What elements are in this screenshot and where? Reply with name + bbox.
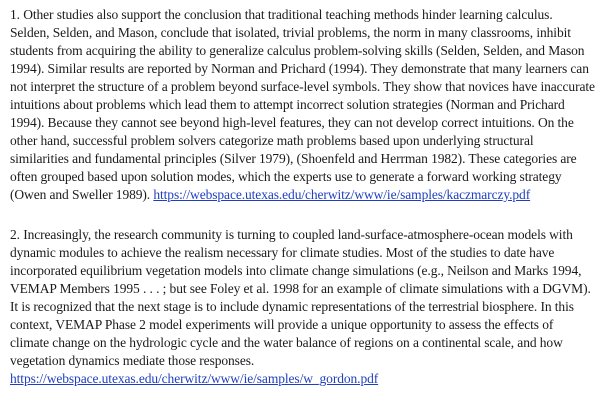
- paragraph-1: [10, 6, 595, 204]
- paragraph-1-text: 1. Other studies also support the conclusion that traditional teaching methods hinder learning calculus. Selden, Selden, and Mason, conclude that isolated, trivial problems, the norm in many classrooms, inhibit students from acquiring the ability to generalize calculus problem-solving skills (Selden, Selden, and Mason 1994). Similar results are reported by Norman and Prichard (1994). They demonstrate that many learners can not interpret the structure of a problem beyond surface-level symbols. They show that novices have inaccurate intuitions about problems which lead them to attempt incorrect solution strategies (Norman and Prichard 1994). Because they cannot see beyond high-level features, they can not develop correct intuitions. On the other hand, successful problem solvers categorize math problems based upon underlying structural similarities and fundamental principles (Silver 1979), (Shoenfeld and Herrman 1982). These categories are often grouped based upon solution modes, which the experts use to generate a forward working strategy (Owen and Sweller 1989).: [10, 7, 595, 202]
- document-body: [10, 6, 595, 388]
- paragraph-1-link[interactable]: https://webspace.utexas.edu/cherwitz/www/ie/samples/kaczmarczy.pdf: [153, 187, 531, 202]
- paragraph-2: [10, 226, 595, 388]
- paragraph-2-link[interactable]: https://webspace.utexas.edu/cherwitz/www/ie/samples/w_gordon.pdf: [10, 371, 379, 386]
- paragraph-2-text: 2. Increasingly, the research community is turning to coupled land-surface-atmosphere-ocean models with dynamic modules to achieve the realism necessary for climate studies. Most of the studies to date have incorporated equilibrium vegetation models into climate change simulations (e.g., Neilson and Marks 1994, VEMAP Members 1995 . . . ; but see Foley et al. 1998 for an example of climate simulations with a DGVM). It is recognized that the next stage is to include dynamic representations of the terrestrial biosphere. In this context, VEMAP Phase 2 model experiments will provide a unique opportunity to assess the effects of climate change on the hydrologic cycle and the water balance of regions on a continental scale, and how vegetation dynamics mediate those responses.: [10, 227, 591, 368]
